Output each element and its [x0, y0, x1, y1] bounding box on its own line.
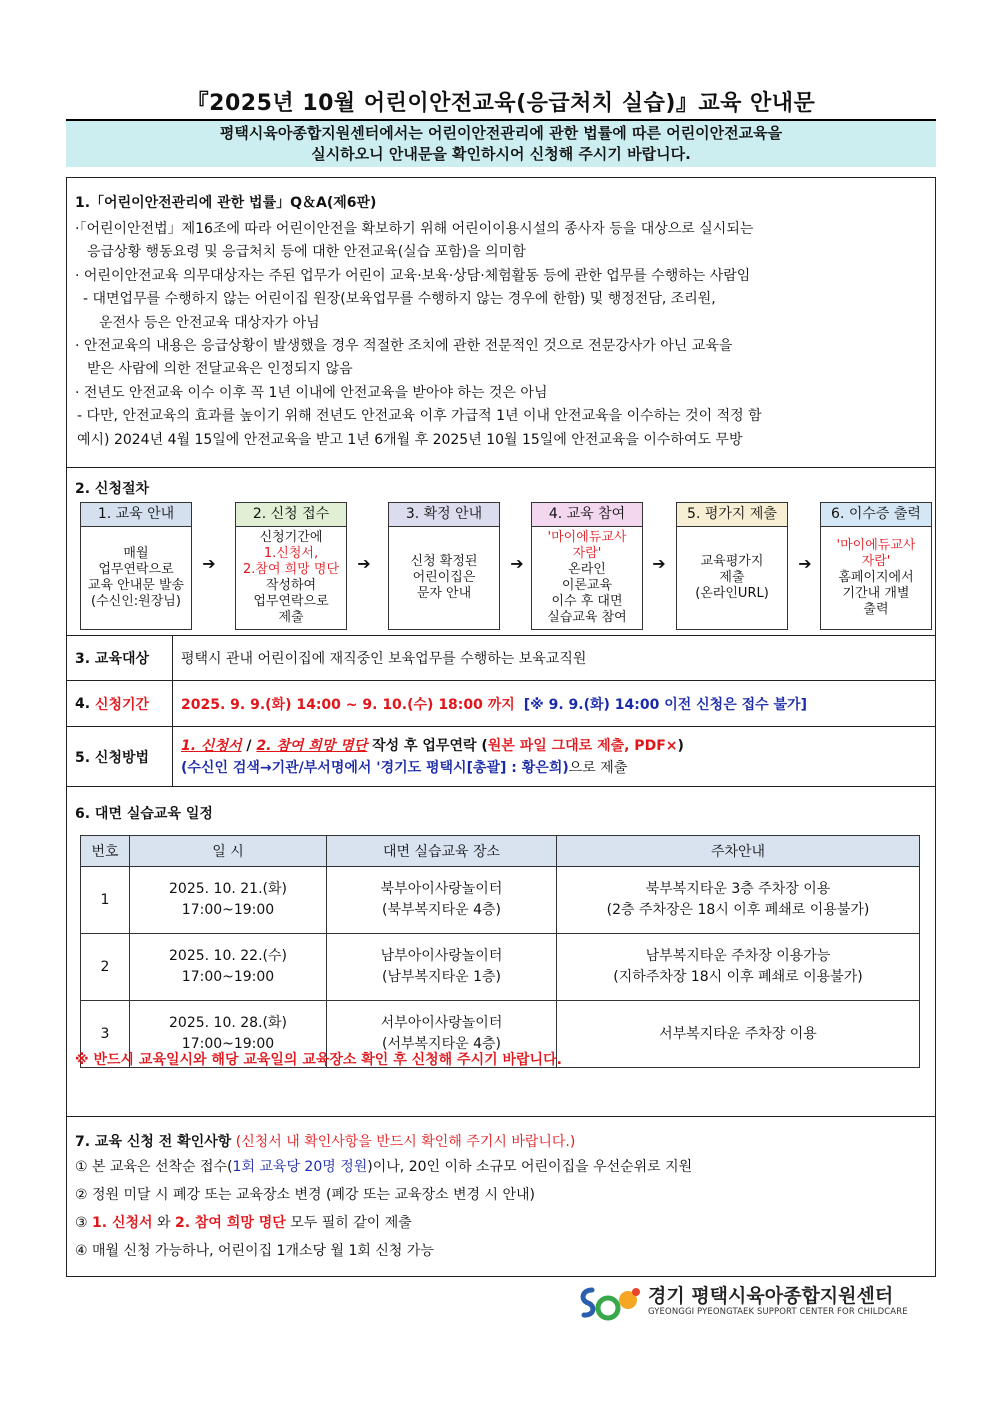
checklist-heading-note: (신청서 내 확인사항을 반드시 확인해 주기시 바랍니다.): [231, 1134, 576, 1150]
cell-place-name: 북부아이사랑놀이터: [380, 881, 503, 897]
checklist-item: ④ 매월 신청 가능하나, 어린이집 1개소당 월 1회 신청 가능: [75, 1243, 434, 1259]
step-text: 실습교육 참여: [547, 610, 627, 625]
arrow-right-icon: ➔: [202, 554, 216, 573]
cell-datetime: [130, 867, 327, 934]
row-label: 3. 교육대상: [67, 636, 173, 680]
cell-date: 2025. 10. 22.(수): [169, 948, 287, 964]
cell-date: 2025. 10. 21.(화): [169, 881, 287, 897]
method-format: 원본 파일 그대로 제출, PDF×: [487, 737, 678, 754]
step-text: (수신인:원장님): [91, 594, 181, 609]
row-label: [67, 681, 173, 726]
step-text-red: 자람': [861, 554, 891, 569]
step-text: 홈페이지에서: [838, 570, 914, 585]
row-value: [181, 727, 684, 786]
method-recipient: (수신인 검색→기관/부서명에서 '경기도 평택시[총괄] : 황은희): [181, 759, 569, 776]
method-end: ): [677, 737, 684, 754]
col-header: 번호: [81, 836, 130, 867]
center-name-ko: 경기 평택시육아종합지원센터: [648, 1285, 894, 1307]
method-sep: /: [241, 737, 257, 754]
step-text: 제출: [719, 570, 745, 585]
section-heading: 1.「어린이안전관리에 관한 법률」Q＆A(제6판): [75, 195, 377, 211]
cell-place-name: 남부아이사랑놀이터: [380, 948, 503, 964]
step-education-notice: [80, 502, 192, 630]
section-heading: 6. 대면 실습교육 일정: [75, 806, 213, 822]
cell-parking-info: 남부복지타운 주차장 이용가능: [645, 948, 831, 964]
step-text: 온라인: [568, 562, 606, 577]
step-text: 제출: [278, 610, 304, 625]
cell-parking: [557, 934, 920, 1001]
item-form: 1. 신청서: [92, 1215, 153, 1231]
arrow-right-icon: ➔: [510, 554, 524, 573]
intro-banner: [66, 121, 936, 167]
step-title: 3. 확정 안내: [389, 503, 499, 527]
item-text: 모두 필히 같이 제출: [285, 1215, 412, 1231]
cell-place: [327, 934, 557, 1001]
method-line-2: [181, 757, 627, 779]
checklist-heading: 7. 교육 신청 전 확인사항: [75, 1134, 232, 1150]
method-list: 2. 참여 희망 명단: [256, 737, 368, 754]
section-method: [67, 727, 935, 787]
cell-place-name: 서부아이사랑놀이터: [380, 1015, 503, 1031]
step-text: 신청 확정된: [410, 554, 478, 569]
item-capacity: 1회 교육당 20명 정원: [232, 1159, 368, 1175]
step-text: 문자 안내: [416, 586, 472, 601]
step-text: (온라인URL): [695, 586, 769, 601]
step-text: 기간내 개별: [842, 586, 910, 601]
step-title: 2. 신청 접수: [236, 503, 346, 527]
section-checklist: [67, 1117, 935, 1277]
method-submit: 으로 제출: [568, 759, 628, 776]
law-line: 운전사 등은 안전교육 대상자가 아님: [99, 314, 320, 331]
intro-line-2: 실시하오니 안내문을 확인하시어 신청해 주시기 바랍니다.: [311, 145, 691, 163]
step-text: 업무연락으로: [98, 562, 174, 577]
step-text: 작성하여: [265, 578, 317, 593]
step-text-red: '마이에듀교사: [547, 530, 627, 545]
cell-place: [327, 867, 557, 934]
section-schedule: [67, 787, 935, 1117]
step-title: 6. 이수증 출력: [821, 503, 931, 527]
col-header: 대면 실습교육 장소: [327, 836, 557, 867]
intro-line-1: 평택시육아종합지원센터에서는 어린이안전관리에 관한 법률에 따른 어린이안전교육을: [219, 124, 783, 142]
law-line: - 다만, 안전교육의 효과를 높이기 위해 전년도 안전교육 이후 가급적 1년 이내 안전교육을 이수하는 것이 적정 함: [77, 408, 762, 425]
cell-place-floor: (북부복지타운 4층): [382, 902, 501, 918]
law-line: · 어린이안전교육 의무대상자는 주된 업무가 어린이 교육·보육·상담·체험활동 등에 관한 업무를 수행하는 사람임: [75, 267, 751, 284]
arrow-right-icon: ➔: [357, 554, 371, 573]
content-box: [66, 177, 936, 1277]
cell-place-floor: (남부복지타운 1층): [382, 969, 501, 985]
table-row: [81, 934, 920, 1001]
item-text: ① 본 교육은 선착순 접수(: [75, 1159, 233, 1175]
step-application: [235, 502, 347, 630]
step-text: 이론교육: [561, 578, 613, 593]
step-text: 어린이집은: [412, 570, 476, 585]
method-form: 1. 신청서: [181, 737, 242, 754]
cell-parking-note: (2층 주차장은 18시 이후 폐쇄로 이용불가): [606, 902, 870, 918]
step-text-red: 자람': [572, 546, 602, 561]
step-title: 5. 평가지 제출: [677, 503, 787, 527]
step-text-red: '마이에듀교사: [836, 538, 916, 553]
cell-parking-note: (지하주차장 18시 이후 폐쇄로 이용불가): [613, 969, 863, 985]
step-participation: [531, 502, 643, 630]
step-text: 출력: [863, 602, 889, 617]
center-logo: [578, 1280, 938, 1324]
section-law-qa: [67, 178, 935, 468]
law-line: 받은 사람에 의한 전달교육은 인정되지 않음: [87, 361, 353, 378]
cell-datetime: [130, 934, 327, 1001]
cell-time: 17:00~19:00: [181, 969, 275, 985]
checklist-item: [75, 1209, 927, 1237]
section-heading: [75, 1131, 927, 1153]
step-text: 교육 안내문 발송: [87, 578, 185, 593]
item-text: )이나, 20인 이하 소규모 어린이집을 우선순위로 지원: [367, 1159, 693, 1175]
cell-parking: [557, 1001, 920, 1068]
table-row: [81, 867, 920, 934]
schedule-note: ※ 반드시 교육일시와 해당 교육일의 교육장소 확인 후 신청해 주시기 바랍니다.: [75, 1052, 562, 1068]
row-label-num: 4.: [75, 695, 91, 712]
arrow-right-icon: ➔: [652, 554, 666, 573]
cell-no: 2: [81, 934, 130, 1001]
section-procedure: [67, 468, 935, 636]
law-line: · 전년도 안전교육 이수 이후 꼭 1년 이내에 안전교육을 받아야 하는 것은 아님: [75, 384, 548, 401]
period-dates: 2025. 9. 9.(화) 14:00 ~ 9. 10.(수) 18:00 까지: [181, 696, 515, 713]
checklist-item: ② 정원 미달 시 폐강 또는 교육장소 변경 (폐강 또는 교육장소 변경 시 안내): [75, 1187, 535, 1203]
law-line: ·「어린이안전법」제16조에 따라 어린이안전을 확보하기 위해 어린이이용시설의 종사자 등을 대상으로 실시되는: [75, 221, 754, 237]
step-text: 업무연락으로: [253, 594, 329, 609]
row-value: 평택시 관내 어린이집에 재직중인 보육업무를 수행하는 보육교직원: [181, 651, 587, 667]
item-text: 와: [152, 1215, 175, 1231]
law-line: 예시) 2024년 4월 15일에 안전교육을 받고 1년 6개월 후 2025년 10월 15일에 안전교육을 이수하여도 무방: [77, 431, 743, 448]
method-line-1: [181, 735, 684, 757]
step-title: 1. 교육 안내: [81, 503, 191, 527]
step-evaluation: [676, 502, 788, 630]
procedure-steps: [80, 502, 932, 630]
step-text: 교육평가지: [700, 554, 764, 569]
table-header-row: [81, 836, 920, 867]
law-line: · 안전교육의 내용은 응급상황이 발생했을 경우 적절한 조치에 관한 전문적인 것으로 전문강사가 아닌 교육을: [75, 338, 733, 355]
cell-no: 3: [81, 1001, 130, 1068]
step-confirmation: [388, 502, 500, 630]
cell-place-floor: (서부복지타운 4층): [382, 1036, 501, 1052]
cell-date: 2025. 10. 28.(화): [169, 1015, 287, 1031]
cell-no: 1: [81, 867, 130, 934]
item-list: 2. 참여 희망 명단: [174, 1215, 286, 1231]
cell-parking-info: 북부복지타운 3층 주차장 이용: [645, 881, 831, 897]
center-logo-icon: [578, 1282, 644, 1322]
schedule-table: [80, 835, 920, 1068]
item-text: ③: [75, 1215, 93, 1231]
step-title: 4. 교육 참여: [532, 503, 642, 527]
step-text-red: 1.신청서,: [263, 546, 319, 561]
step-text: 신청기간에: [259, 530, 323, 545]
arrow-right-icon: ➔: [798, 554, 812, 573]
law-line: - 대면업무를 수행하지 않는 어린이집 원장(보육업무를 수행하지 않는 경우에 한함) 및 행정전담, 조리원,: [83, 291, 716, 308]
cell-time: 17:00~19:00: [181, 902, 275, 918]
col-header: 주차안내: [557, 836, 920, 867]
section-heading: 2. 신청절차: [75, 481, 150, 497]
col-header: 일 시: [130, 836, 327, 867]
cell-time: 17:00~19:00: [181, 1036, 275, 1052]
section-period: [67, 681, 935, 727]
row-label-text: 신청기간: [94, 696, 150, 713]
step-text: 이수 후 대면: [551, 594, 623, 609]
step-text-red: 2.참여 희망 명단: [242, 562, 340, 577]
document-title: 『2025년 10월 어린이안전교육(응급처치 실습)』교육 안내문: [186, 91, 816, 116]
period-note: [※ 9. 9.(화) 14:00 이전 신청은 접수 불가]: [523, 696, 807, 713]
step-certificate: [820, 502, 932, 630]
row-label: 5. 신청방법: [67, 727, 173, 786]
checklist-item: [75, 1153, 927, 1181]
cell-parking-info: 서부복지타운 주차장 이용: [659, 1025, 817, 1042]
law-line: 응급상황 행동요령 및 응급처치 등에 대한 안전교육(실습 포함)을 의미함: [87, 244, 526, 261]
cell-parking: [557, 867, 920, 934]
center-name-en: GYEONGGI PYEONGTAEK SUPPORT CENTER FOR CHILDCARE: [648, 1307, 908, 1317]
section-target: [67, 636, 935, 681]
step-text: 매월: [123, 546, 149, 561]
row-value: [181, 681, 807, 726]
method-mid: 작성 후 업무연락 (: [367, 737, 488, 754]
